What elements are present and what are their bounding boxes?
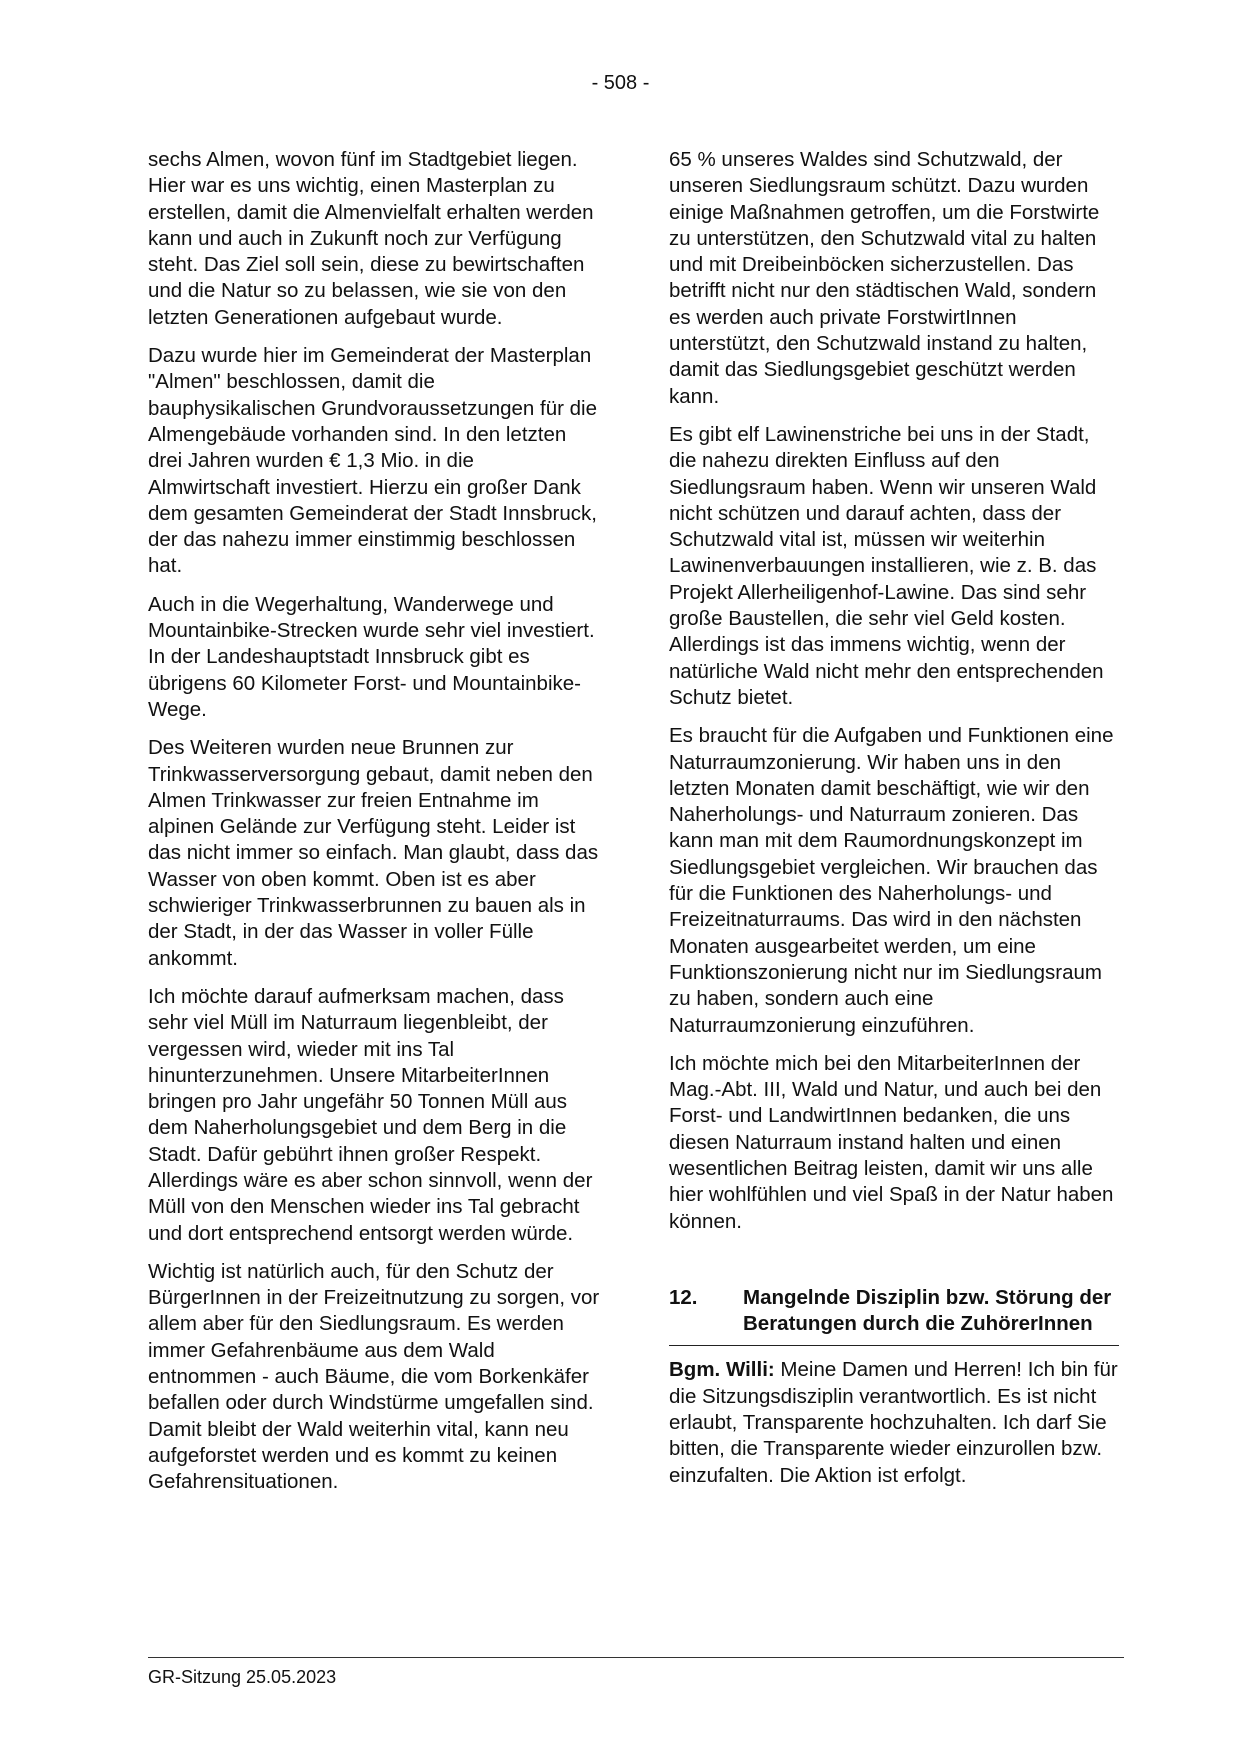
page-number: - 508 - [591, 72, 650, 94]
paragraph: sechs Almen, wovon fünf im Stadtgebiet liegen. Hier war es uns wichtig, einen Masterplan zu erstellen, damit die Almenvielfalt erhalten werden kann und auch in Zukunft noch zur Verfügung steht. Das Ziel soll sein, diese zu bewirtschaften und die Natur so zu belassen, wie sie von den letzten Generationen aufgebaut wurde. [148, 148, 594, 329]
section-number: 12. [669, 1285, 698, 1309]
paragraph: Wichtig ist natürlich auch, für den Schutz der BürgerInnen in der Freizeitnutzung zu sorgen, vor allem aber für den Siedlungsraum. Es werden immer Gefahrenbäume aus dem Wald entnommen - auch Bäume, die vom Borkenkäfer befallen oder durch Windstürme umgefallen sind. Damit bleibt der Wald weiterhin vital, kann neu aufgeforstet werden und es kommt zu keinen Gefahrensituationen. [148, 1259, 600, 1494]
footer-divider [148, 1657, 1124, 1658]
speaker-name: Bgm. Willi: [669, 1358, 775, 1382]
paragraph: Es gibt elf Lawinenstriche bei uns in der Stadt, die nahezu direkten Einfluss auf den Siedlungsraum haben. Wenn wir unseren Wald nicht schützen und darauf achten, dass der Schutzwald vital ist, müssen wir weiterhin Lawinenverbauungen installieren, wie z. B. das Projekt Allerheiligenhof-Lawine. Das sind sehr große Baustellen, die sehr viel Geld kosten. Allerdings ist das immens wichtig, wenn der natürliche Wald nicht mehr den entsprechenden Schutz bietet. [669, 422, 1104, 709]
paragraph: Es braucht für die Aufgaben und Funktionen eine Naturraumzonierung. Wir haben uns in den letzten Monaten damit beschäftigt, wie wir den Naherholungs- und Naturraum zonieren. Das kann man mit dem Raumordnungskonzept im Siedlungsgebiet vergleichen. Wir brauchen das für die Funktionen des Naherholungs- und Freizeitnaturraums. Das wird in den nächsten Monaten ausgearbeitet werden, um eine Funktionszonierung nicht nur im Siedlungsraum zu haben, sondern auch eine Naturraumzonierung einzuführen. [669, 724, 1114, 1037]
section-heading [669, 1285, 1121, 1338]
paragraph: Ich möchte darauf aufmerksam machen, dass sehr viel Müll im Naturraum liegenbleibt, der vergessen wird, wieder mit ins Tal hinunterzunehmen. Unsere MitarbeiterInnen bringen pro Jahr ungefähr 50 Tonnen Müll aus dem Naherholungsgebiet und dem Berg in die Stadt. Dafür gebührt ihnen großer Respekt. Allerdings wäre es aber schon sinnvoll, wenn der Müll von den Menschen wieder ins Tal gebracht und dort entsprechend entsorgt werden würde. [148, 984, 593, 1245]
paragraph: Auch in die Wegerhaltung, Wanderwege und Mountainbike-Strecken wurde sehr viel investiert. In der Landeshauptstadt Innsbruck gibt es übrigens 60 Kilometer Forst- und Mountainbike-Wege. [148, 592, 595, 721]
speech-paragraph [669, 1357, 1121, 1488]
footer-text: GR-Sitzung 25.05.2023 [148, 1667, 337, 1687]
speech-text: Meine Damen und Herren! Ich bin für die Sitzungsdisziplin verantwortlich. Es ist nicht erlaubt, Transparente hochzuhalten. Ich darf Sie bitten, die Transparente wieder einzurollen bzw. einzufalten. Die Aktion ist erfolgt. [669, 1358, 1118, 1487]
paragraph: Des Weiteren wurden neue Brunnen zur Trinkwasserversorgung gebaut, damit neben den Almen Trinkwasser zur freien Entnahme im alpinen Gelände zur Verfügung steht. Leider ist das nicht immer so einfach. Man glaubt, dass das Wasser von oben kommt. Oben ist es aber schwieriger Trinkwasserbrunnen zu bauen als in der Stadt, in der das Wasser in voller Fülle ankommt. [148, 736, 599, 970]
right-column [669, 147, 1121, 1501]
left-column [148, 147, 600, 1508]
paragraph: 65 % unseres Waldes sind Schutzwald, der unseren Siedlungsraum schützt. Dazu wurden einige Maßnahmen getroffen, um die Forstwirte zu unterstützen, den Schutzwald vital zu halten und mit Dreibeinböcken sicherzustellen. Das betrifft nicht nur den städtischen Wald, sondern es werden auch private ForstwirtInnen unterstützt, den Schutzwald instand zu halten, damit das Siedlungsgebiet geschützt werden kann. [669, 148, 1100, 408]
paragraph: Dazu wurde hier im Gemeinderat der Masterplan "Almen" beschlossen, damit die bauphysikalischen Grundvoraussetzungen für die Almengebäude vorhanden sind. In den letzten drei Jahren wurden € 1,3 Mio. in die Almwirtschaft investiert. Hierzu ein großer Dank dem gesamten Gemeinderat der Stadt Innsbruck, der das nahezu immer einstimmig beschlossen hat. [148, 344, 597, 578]
section-divider [669, 1345, 1119, 1346]
section-title: Mangelnde Disziplin bzw. Störung der Beratungen durch die ZuhörerInnen [743, 1285, 1112, 1336]
paragraph: Ich möchte mich bei den MitarbeiterInnen der Mag.-Abt. III, Wald und Natur, und auch bei den Forst- und LandwirtInnen bedanken, die uns diesen Naturraum instand halten und einen wesentlichen Beitrag leisten, damit wir uns alle hier wohlfühlen und viel Spaß in der Natur haben können. [669, 1051, 1114, 1233]
